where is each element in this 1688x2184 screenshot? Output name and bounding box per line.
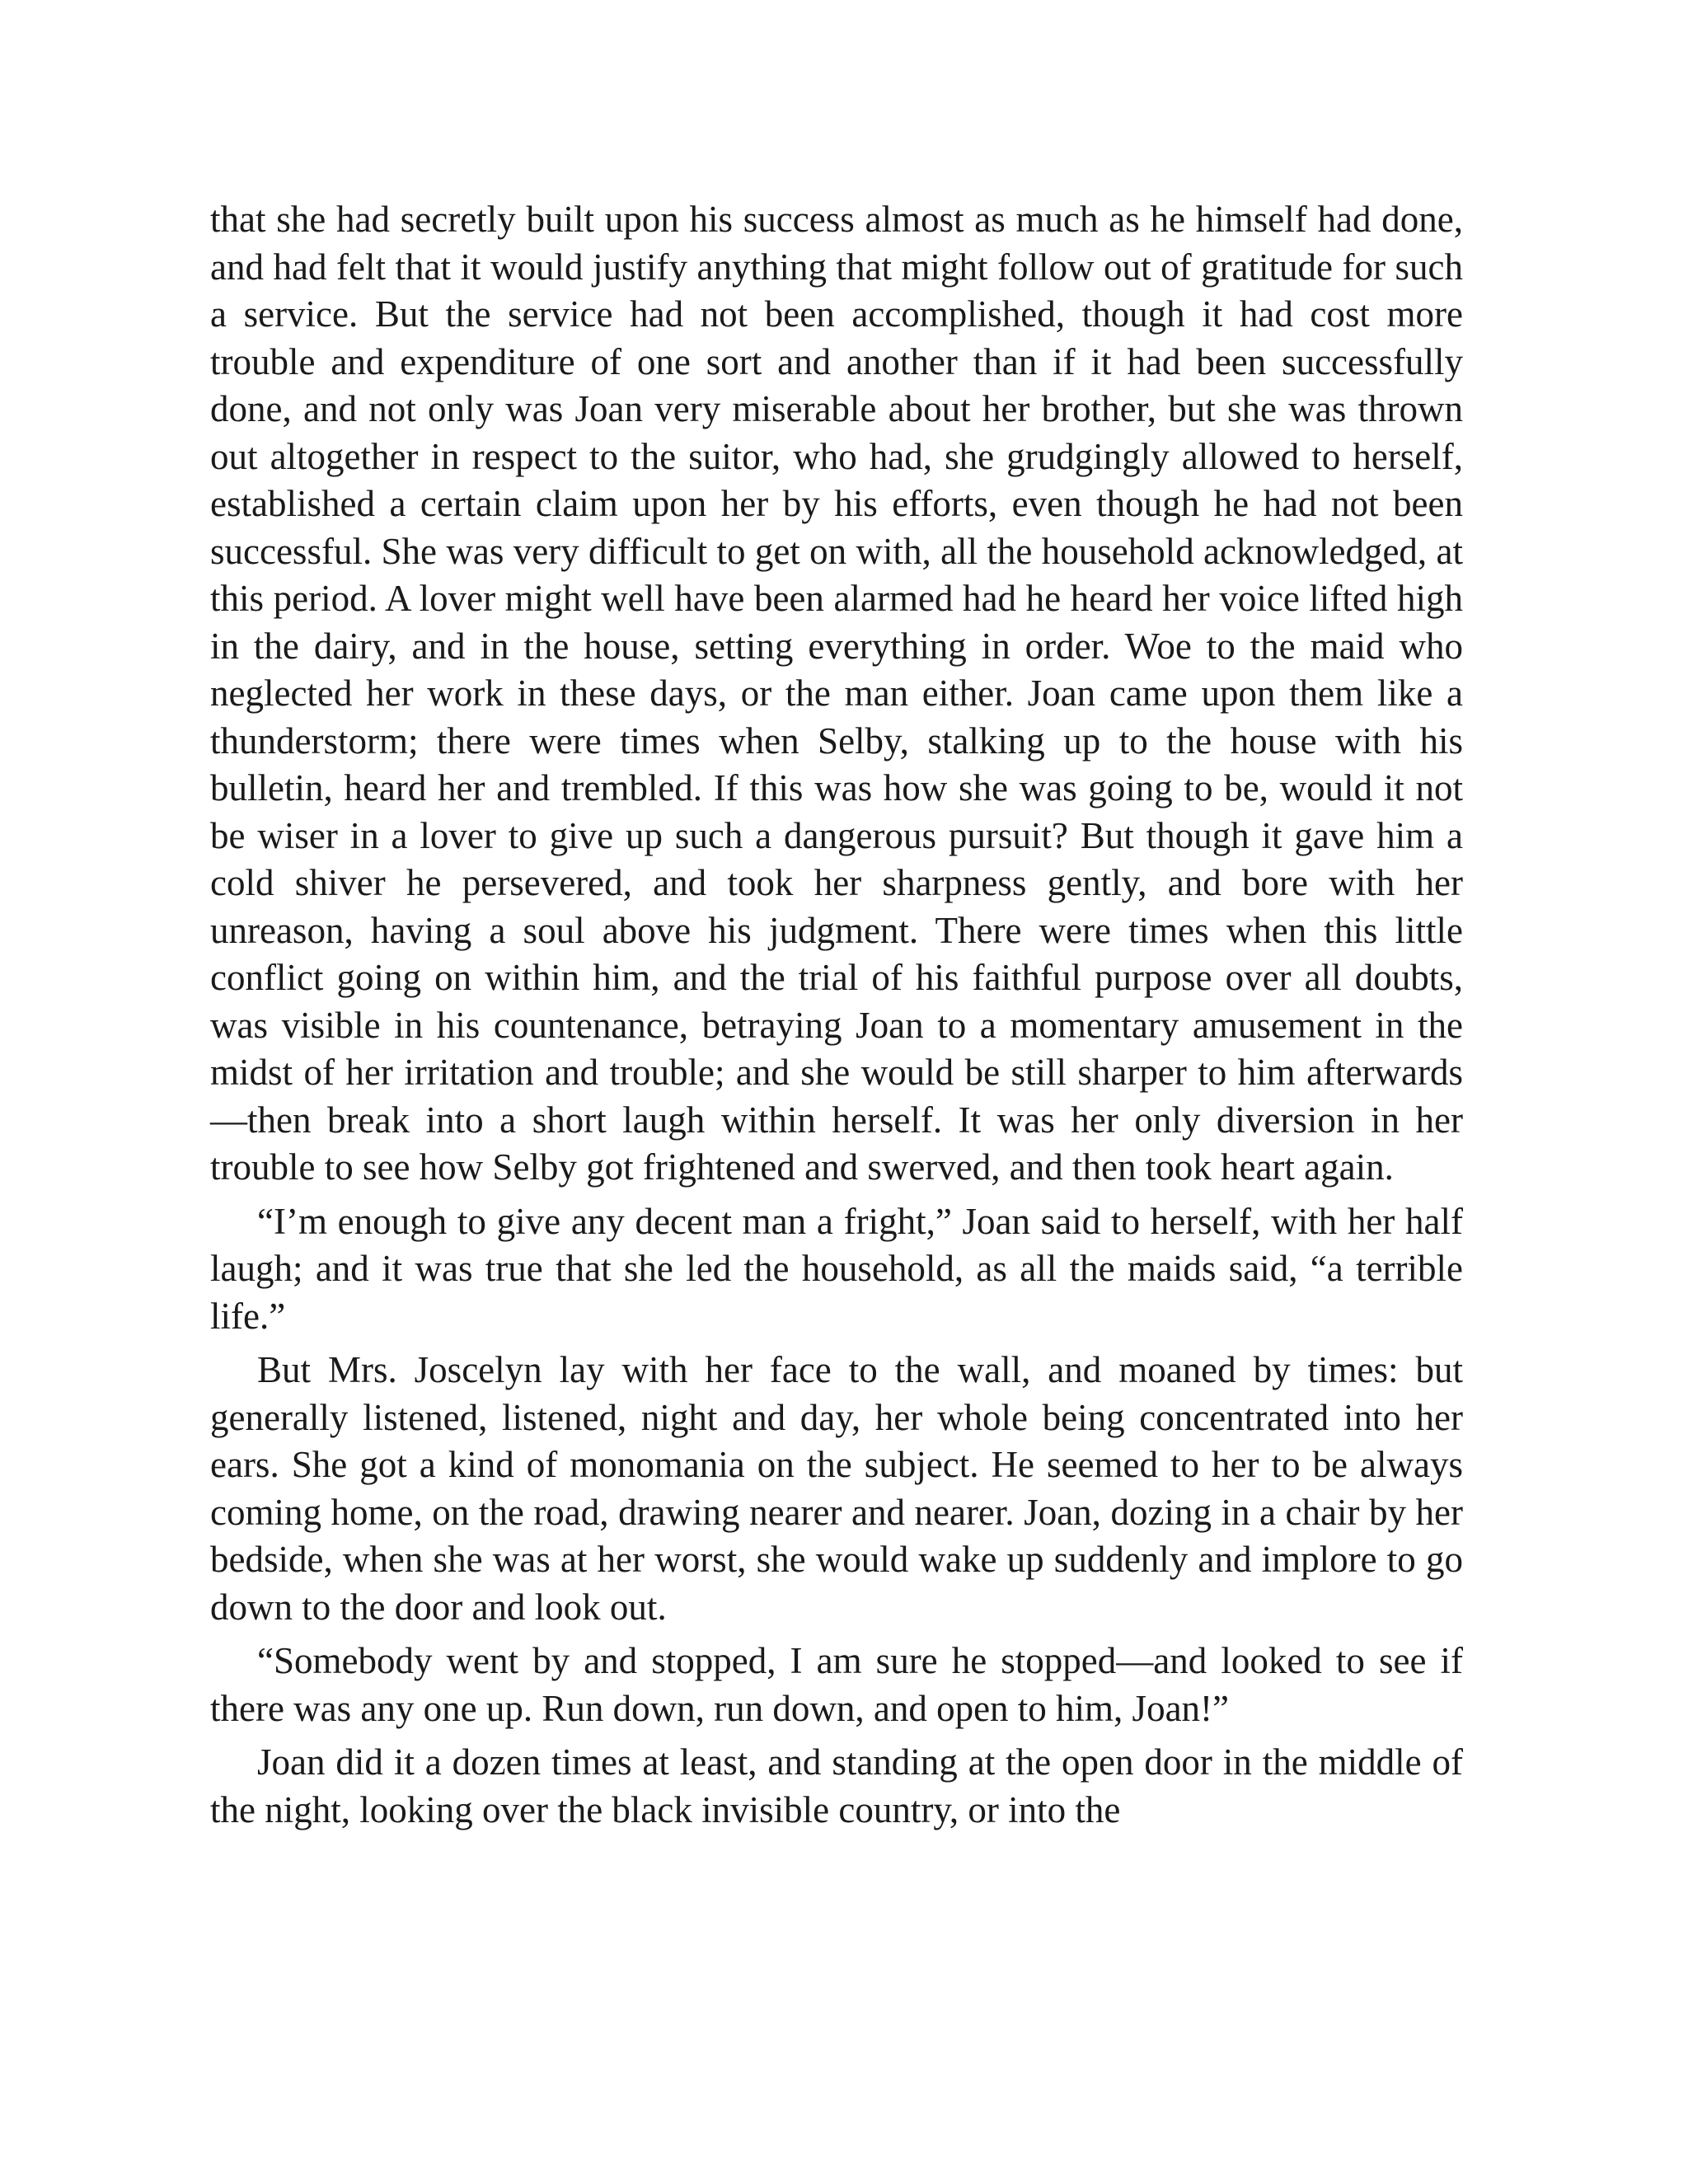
paragraph-continued: that she had secretly built upon his success almost as much as he himself had done, and had felt that it would justify anything that might follow out of gratitude for such a service. But the service had not been accomplished, though it had cost more trouble and expenditure of one sort and another than if it had been successfully done, and not only was Joan very miserable about her brother, but she was thrown out altogether in respect to the suitor, who had, she grudgingly allowed to herself, established a certain claim upon her by his efforts, even though he had not been successful. She was very difficult to get on with, all the household acknowledged, at this period. A lover might well have been alarmed had he heard her voice lifted high in the dairy, and in the house, setting everything in order. Woe to the maid who neglected her work in these days, or the man either. Joan came upon them like a thunderstorm; there were times when Selby, stalking up to the house with his bulletin, heard her and trembled. If this was how she was going to be, would it not be wiser in a lover to give up such a dangerous pursuit? But though it gave him a cold shiver he persevered, and took her sharpness gently, and bore with her unreason, having a soul above his judgment. There were times when this little conflict going on within him, and the trial of his faithful purpose over all doubts, was visible in his countenance, betraying Joan to a momentary amusement in the midst of her irritation and trouble; and she would be still sharper to him afterwards—then break into a short laugh within herself. It was her only diversion in her trouble to see how Selby got frightened and swerved, and then took heart again. (210, 199, 1463, 1188)
paragraph-mrs-joscelyn: But Mrs. Joscelyn lay with her face to the wall, and moaned by times: but generally listened, listened, night and day, her whole being concentrated into her ears. She got a kind of monomania on the subject. He seemed to her to be always coming home, on the road, drawing nearer and nearer. Joan, dozing in a chair by her bedside, when she was at her worst, she would wake up suddenly and implore to go down to the door and look out. (210, 1349, 1463, 1628)
paragraph-joan-fright: “I’m enough to give any decent man a fright,” Joan said to herself, with her half laugh; and it was true that she led the household, as all the maids said, “a terrible life.” (210, 1200, 1463, 1337)
body-text (210, 196, 1463, 1834)
paragraph-joan-door: Joan did it a dozen times at least, and standing at the open door in the middle of the night, looking over the black invisible country, or into the (210, 1741, 1463, 1830)
paragraph-somebody-stopped: “Somebody went by and stopped, I am sure he stopped—and looked to see if there was any one up. Run down, run down, and open to him, Joan!” (210, 1640, 1463, 1729)
